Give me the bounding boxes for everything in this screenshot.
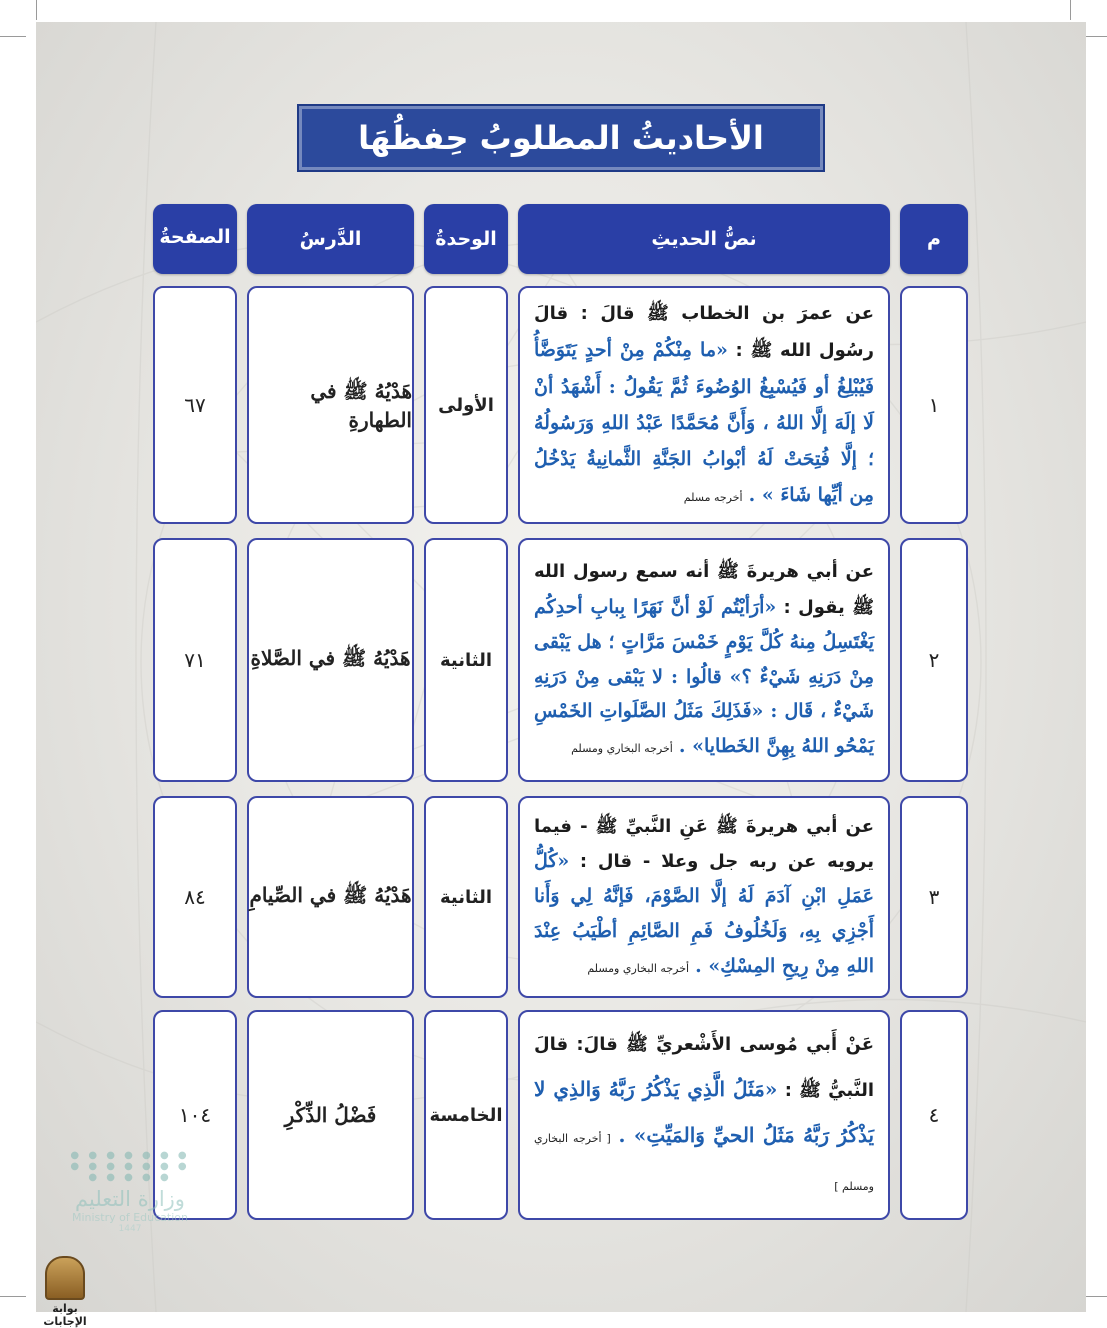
row-4-num xyxy=(900,1010,968,1220)
hadith-intro: عن أبي هريرةَ ﷺ عَنِ النَّبيِّ ﷺ - فيما يرويه عن ربه جل وعلا - قال : xyxy=(534,815,874,872)
header-unit-label: الوحدةُ xyxy=(435,228,497,250)
hadith-text xyxy=(534,809,874,986)
hadith-intro: عن عمرَ بن الخطاب ﷺ قالَ : قالَ رسُول الله ﷺ : xyxy=(534,302,874,361)
lesson-name: هَدْيُهُ ﷺ في الصَّلاةِ xyxy=(250,645,411,670)
row-4-unit xyxy=(424,1010,508,1220)
lesson-name: هَدْيُهُ ﷺ في الصِّيامِ xyxy=(249,882,412,907)
crop-mark xyxy=(36,0,37,20)
row-3-lesson xyxy=(247,796,414,998)
page-number: ٧١ xyxy=(184,648,206,672)
portal-label: بوابة الإجابات xyxy=(43,1302,87,1328)
row-2-num xyxy=(900,538,968,782)
row-1-hadith xyxy=(518,286,890,524)
hadith-quote: «أرَأيْتُم لَوْ أنَّ نَهَرًا بِبابِ أحدِكُم يَغْتَسِلُ مِنهُ كُلَّ يَوْمٍ خَمْسَ مَرَّاتٍ ؛ هل يَبْقى مِنْ دَرَنِهِ شَيْءٌ ؟» قالُوا : لا يَبْقى مِنْ دَرَنِهِ شَيْءٌ ، قَال : «فَذَلِكَ مَثَلُ الصَّلَواتِ الخَمْسِ يَمْحُو اللهُ بِهِنَّ الخَطايا» . xyxy=(534,595,874,757)
hadith-quote: «ما مِنْكُمْ مِنْ أحدٍ يَتَوَضَّأُ فَيُبْلِغُ أو فَيُسْبِغُ الوُضُوءَ ثُمَّ يَقُولُ : أَشْهَدُ أنْ لَا إلَهَ إلَّا اللهُ ، وَأَنَّ مُحَمَّدًا عَبْدُ اللهِ وَرَسُولُهُ ؛ إلَّا فُتِحَتْ لَهُ أبْوابُ الجَنَّةِ الثَّمانِيةُ يَدْخُلُ مِن أيِّها شَاءَ » . xyxy=(534,338,874,506)
portal-logo[interactable] xyxy=(30,1256,100,1328)
header-lesson-label: الدَّرسُ xyxy=(299,228,362,250)
page-title: الأحاديثُ المطلوبُ حِفظُهَا xyxy=(358,119,764,157)
page-number: ٨٤ xyxy=(184,885,206,909)
row-1-lesson xyxy=(247,286,414,524)
ministry-year: 1447 xyxy=(118,1224,142,1234)
header-unit xyxy=(424,204,508,274)
header-hadith-text-label: نصُّ الحديثِ xyxy=(651,228,757,250)
crop-mark xyxy=(0,36,26,37)
pen-nib-icon xyxy=(45,1256,85,1300)
row-1-num xyxy=(900,286,968,524)
row-3-page xyxy=(153,796,237,998)
header-hadith-text xyxy=(518,204,890,274)
unit-name: الثانية xyxy=(439,886,493,908)
hadith-reference: [ أخرجه البخاري ومسلم ] xyxy=(534,1132,874,1193)
hadith-text xyxy=(534,295,874,516)
row-2-page xyxy=(153,538,237,782)
row-3-unit xyxy=(424,796,508,998)
row-num: ٤ xyxy=(928,1103,940,1127)
header-lesson xyxy=(247,204,414,274)
crop-mark xyxy=(1084,36,1107,37)
ministry-logo-dots-icon: ● ● ● ● ● ● ● ● ● ● ● ● ● ● ● ● ● ● ● xyxy=(70,1150,190,1183)
page-number: ٦٧ xyxy=(184,393,206,417)
ministry-watermark xyxy=(55,1150,205,1270)
hadith-intro: عَنْ أَبي مُوسى الأَشْعريِّ ﷺ قالَ: قالَ النَّبيُّ ﷺ : xyxy=(534,1034,874,1101)
lesson-name: فَضْلُ الذِّكْرِ xyxy=(284,1103,377,1127)
hadith-text xyxy=(534,554,874,766)
hadith-reference: أخرجه مسلم xyxy=(683,490,743,504)
unit-name: الأولى xyxy=(438,394,494,416)
crop-mark xyxy=(1084,1296,1107,1297)
header-num xyxy=(900,204,968,274)
crop-mark xyxy=(0,1296,26,1297)
row-3-hadith xyxy=(518,796,890,998)
row-1-unit xyxy=(424,286,508,524)
row-4-hadith xyxy=(518,1010,890,1220)
row-2-lesson xyxy=(247,538,414,782)
hadith-reference: أخرجه البخاري ومسلم xyxy=(587,961,690,975)
page-title-box xyxy=(297,104,825,172)
hadith-text xyxy=(534,1021,874,1209)
row-num: ٣ xyxy=(928,885,940,909)
hadith-quote: «كُلُّ عَمَلِ ابْنِ آدَمَ لَهُ إلَّا الصَّوْمَ، فَإنَّهُ لِي وَأَنا أَجْزِي بِهِ، وَلَخُلُوفُ فَمِ الصَّائِمِ أطْيَبُ عِنْدَ اللهِ مِنْ رِيحِ المِسْكِ» . xyxy=(534,849,874,977)
hadith-reference: أخرجه البخاري ومسلم xyxy=(571,741,673,755)
ministry-name-en: Ministry of Education xyxy=(71,1211,188,1224)
lesson-name: هَدْيُهُ ﷺ في الطهارةِ xyxy=(310,378,412,432)
row-1-page xyxy=(153,286,237,524)
hadith-intro: عن أبي هريرةَ ﷺ أنه سمع رسول الله ﷺ يقول : xyxy=(534,561,874,618)
unit-name: الخامسة xyxy=(429,1104,503,1126)
row-num: ١ xyxy=(928,393,940,417)
unit-name: الثانية xyxy=(439,649,493,671)
header-page xyxy=(153,204,237,274)
page-number: ١٠٤ xyxy=(178,1103,212,1127)
row-2-unit xyxy=(424,538,508,782)
row-2-hadith xyxy=(518,538,890,782)
header-num-label: م xyxy=(927,228,941,250)
hadith-quote: «مَثَلُ الَّذِي يَذْكُرُ رَبَّهُ وَالذِي لا يَذْكُرُ رَبَّهُ مَثَلُ الحيِّ وَالمَيِّتِ» . xyxy=(534,1077,875,1147)
ministry-name-ar: وزارة التعليم xyxy=(75,1187,185,1211)
crop-mark xyxy=(1070,0,1071,20)
header-page-label: الصفحةُ xyxy=(159,226,231,248)
row-num: ٢ xyxy=(928,648,940,672)
row-3-num xyxy=(900,796,968,998)
row-4-lesson xyxy=(247,1010,414,1220)
